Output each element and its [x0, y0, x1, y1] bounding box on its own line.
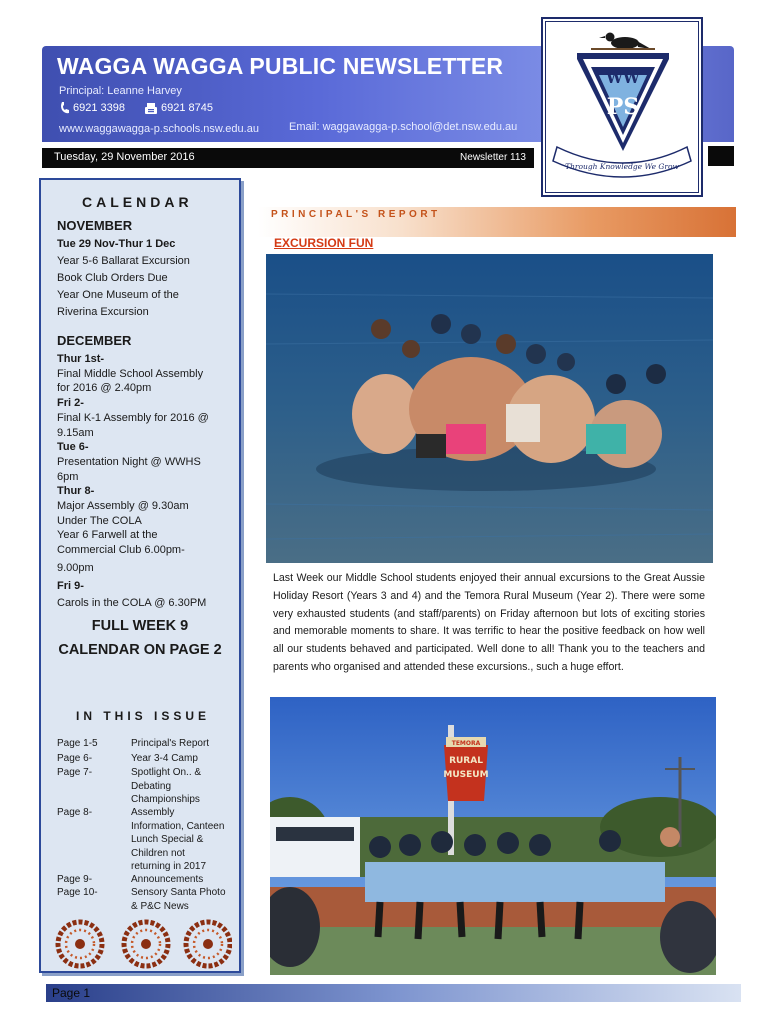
calendar-item: Year 6 Farwell at the [57, 529, 158, 542]
full-week-line2: CALENDAR ON PAGE 2 [58, 642, 222, 658]
issue-desc: Year 3-4 Camp [131, 753, 198, 764]
article-title: EXCURSION FUN [274, 236, 374, 250]
calendar-item: Year One Museum of the [57, 289, 179, 301]
calendar-item: Thur 1st- [57, 353, 105, 365]
issue-number: Newsletter 113 [460, 152, 526, 163]
issue-desc: Sensory Santa Photo & P&C News [131, 887, 226, 912]
phone-number: 6921 3398 [73, 102, 125, 114]
fax-icon [145, 103, 157, 114]
svg-text:MUSEUM: MUSEUM [443, 770, 489, 780]
full-week-line1: FULL WEEK 9 [91, 618, 189, 634]
calendar-item: Book Club Orders Due [57, 272, 168, 284]
calendar-item: 9.15am [57, 426, 94, 439]
issue-page: Page 7- [57, 767, 93, 778]
issue-page: Page 10- [57, 887, 98, 898]
calendar-item: Tue 6- [57, 441, 89, 454]
calendar-item: 9.00pm [57, 561, 94, 574]
calendar-item: Thur 8- [57, 485, 95, 498]
issue-desc: Principal's Report [131, 738, 210, 749]
crow-icon [591, 33, 655, 50]
december-events [57, 352, 227, 611]
svg-text:TEMORA: TEMORA [451, 740, 481, 747]
issue-page: Page 8- [57, 807, 93, 818]
november-events [57, 236, 227, 321]
calendar-item: Commercial Club 6.00pm- [57, 544, 185, 557]
in-this-issue-title: IN THIS ISSUE [76, 709, 211, 723]
issue-page: Page 6- [57, 753, 93, 764]
calendar-item: for 2016 @ 2.40pm [57, 382, 152, 395]
calendar-item: Carols in the COLA @ 6.30PM [57, 597, 207, 610]
issue-date: Tuesday, 29 November 2016 [54, 151, 195, 163]
issue-desc: Announcements [131, 874, 204, 885]
svg-text:WW: WW [606, 69, 640, 87]
issue-desc: Assembly Information, Canteen Lunch Special & Children not returning in 2017 [131, 807, 225, 872]
svg-text:PS: PS [606, 94, 640, 120]
excursion-photo-lake [266, 254, 713, 563]
calendar-item: Riverina Excursion [57, 306, 149, 318]
phone-icon [60, 102, 69, 114]
december-heading: DECEMBER [57, 333, 132, 348]
decorative-circles-icon [52, 916, 232, 972]
issue-page: Page 1-5 [57, 738, 98, 749]
excursion-photo-museum [270, 697, 716, 975]
phone-contact [60, 102, 125, 114]
calendar-item: Fri 9- [57, 579, 84, 592]
calendar-item: Final Middle School Assembly [57, 367, 204, 380]
date-bar [42, 148, 534, 168]
page-number: Page 1 [52, 986, 91, 1000]
issue-page: Page 9- [57, 874, 93, 885]
november-heading: NOVEMBER [57, 218, 133, 233]
website-link[interactable]: www.waggawagga-p.schools.nsw.edu.au [59, 123, 259, 135]
issue-desc: Spotlight On.. & Debating Championships [131, 767, 202, 805]
calendar-item: Presentation Night @ WWHS [57, 455, 201, 468]
calendar-item: Final K-1 Assembly for 2016 @ [57, 411, 209, 424]
calendar-item: Major Assembly @ 9.30am [57, 500, 189, 513]
article-body: Last Week our Middle School students enjoyed their annual excursions to the Great Aussie Holiday Resort (Years 3 and 4) and the Temora Rural Museum (Year 2). There were some very exhausted students (and staff/parents) on Friday afternoon but lots of exciting stories and memorable moments to share. It was terrific to hear the positive feedback on how well all our students behaved and participated. Well done to all! Thank you to the teachers and parents who organised and attended these excursions., such a huge effort. [273, 572, 705, 673]
newsletter-title: WAGGA WAGGA PUBLIC NEWSLETTER [57, 53, 504, 79]
calendar-item: 6pm [57, 470, 79, 483]
header-accent-block [708, 146, 734, 166]
principal-name: Principal: Leanne Harvey [59, 85, 182, 97]
calendar-item: Under The COLA [57, 514, 142, 527]
fax-contact [145, 102, 213, 114]
calendar-item: Year 5-6 Ballarat Excursion [57, 255, 190, 267]
section-title: PRINCIPAL'S REPORT [271, 209, 441, 220]
footer-bar [46, 984, 741, 1002]
email-link[interactable]: Email: waggawagga-p.school@det.nsw.edu.au [289, 121, 518, 133]
crest-emblem-icon [543, 19, 701, 195]
calendar-title: CALENDAR [82, 194, 193, 210]
svg-text:RURAL: RURAL [449, 756, 483, 766]
calendar-item: Fri 2- [57, 397, 84, 410]
fax-number: 6921 8745 [161, 102, 213, 114]
calendar-item: Tue 29 Nov-Thur 1 Dec [57, 238, 176, 250]
school-crest [541, 17, 703, 197]
svg-text:Through Knowledge We Grow: Through Knowledge We Grow [565, 162, 679, 171]
